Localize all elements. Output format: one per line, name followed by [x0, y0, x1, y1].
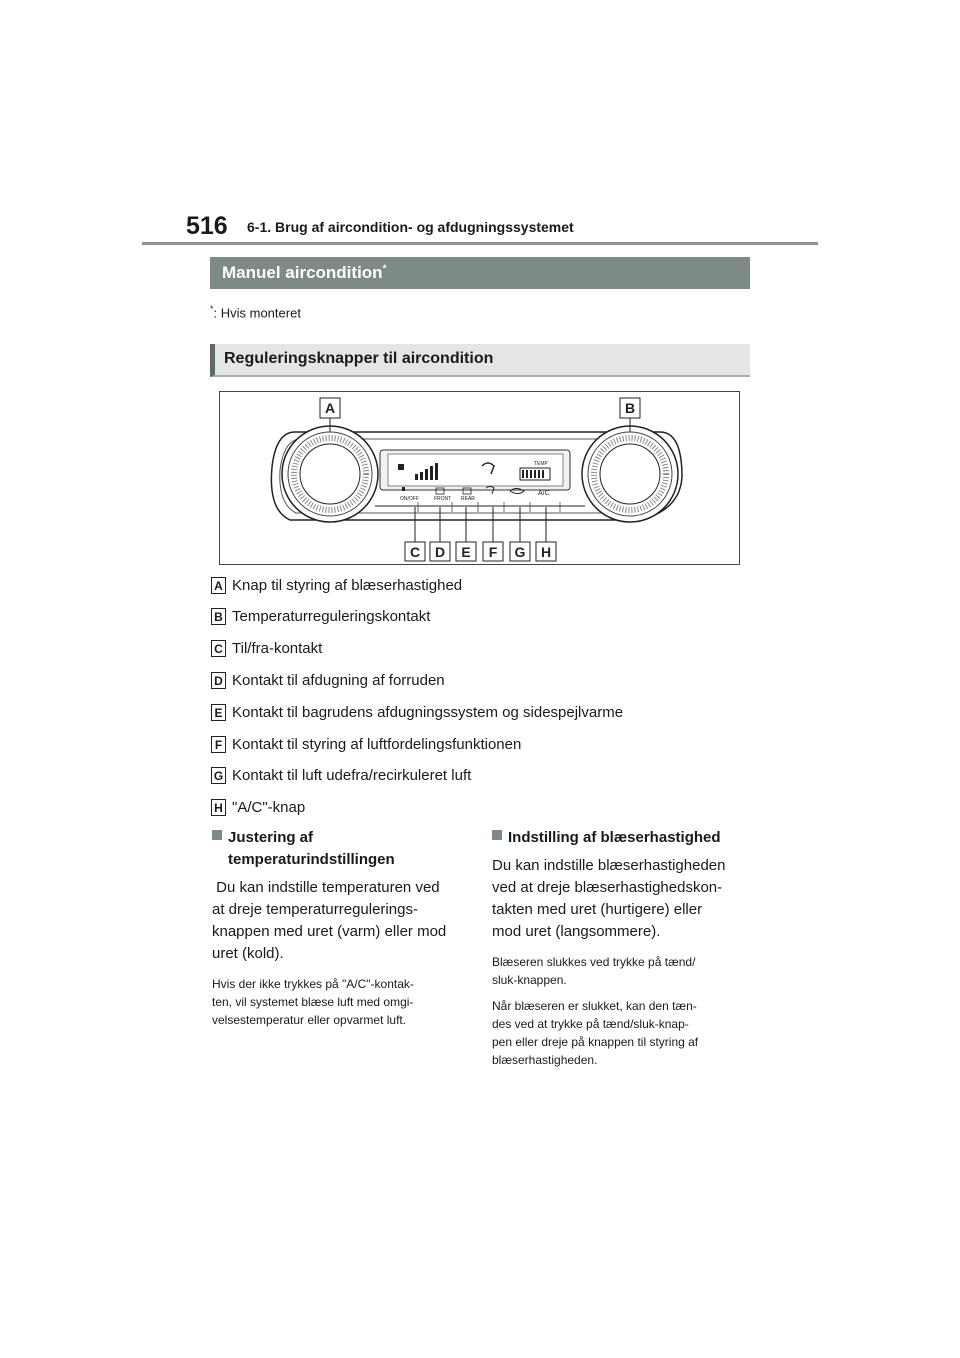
svg-text:F: F — [488, 544, 498, 560]
legend-item — [211, 577, 463, 595]
legend-item — [211, 767, 472, 785]
subsection-title: Reguleringsknapper til aircondition — [224, 350, 494, 367]
left-note-line: velsestemperatur eller opvarmet luft. — [212, 1013, 407, 1027]
footnote-marker: * — [210, 304, 214, 314]
legend-key: G — [211, 767, 226, 784]
left-heading — [212, 827, 474, 849]
legend-item — [211, 704, 624, 722]
left-heading-line2: temperaturindstillingen — [228, 851, 395, 868]
footnote — [210, 304, 301, 320]
footnote-text: : Hvis monteret — [213, 305, 301, 321]
section-title — [222, 263, 386, 283]
page-number: 516 — [186, 212, 228, 240]
svg-text:D: D — [434, 544, 446, 560]
callout-a — [320, 398, 340, 418]
left-heading-line1: Justering af — [228, 829, 314, 846]
left-para-line: uret (kold). — [212, 945, 284, 962]
legend-item — [211, 799, 306, 817]
right-para-line: ved at dreje blæserhastighedskon- — [492, 879, 723, 896]
svg-text:C: C — [409, 544, 421, 560]
bullet-square-icon — [492, 830, 502, 840]
right-para-line: takten med uret (hurtigere) eller — [492, 901, 703, 918]
fan-speed-knob — [282, 426, 378, 522]
svg-text:E: E — [461, 544, 471, 560]
left-para-line: knappen med uret (varm) eller mod — [212, 923, 447, 940]
callout-h — [536, 542, 556, 561]
right-note-line: des ved at trykke på tænd/sluk-knap- — [492, 1017, 689, 1031]
callout-b — [620, 398, 640, 418]
right-note-line: sluk-knappen. — [492, 973, 567, 987]
callout-e — [456, 542, 476, 561]
right-heading — [492, 827, 754, 849]
left-para-line: Du kan indstille temperaturen ved — [212, 879, 440, 896]
legend-text: Kontakt til styring af luftfordelingsfunktionen — [232, 736, 522, 753]
legend-item — [211, 640, 323, 658]
section-title-marker: * — [382, 263, 387, 275]
right-note-line: Blæseren slukkes ved trykke på tænd/ — [492, 955, 696, 969]
legend-key: B — [211, 608, 226, 625]
left-note-line: Hvis der ikke trykkes på "A/C"-kontak- — [212, 977, 414, 991]
legend-item — [211, 736, 522, 754]
legend-text: Knap til styring af blæserhastighed — [232, 577, 463, 594]
temp-label: TEMP — [534, 461, 548, 467]
legend-key: E — [211, 704, 226, 721]
legend-key: H — [211, 799, 226, 816]
section-title-text: Manuel aircondition — [222, 263, 383, 282]
legend-item — [211, 608, 431, 626]
right-note-line: pen eller dreje på knappen til styring af — [492, 1035, 699, 1049]
right-para-line: mod uret (langsommere). — [492, 923, 661, 940]
chapter-title: 6-1. Brug af aircondition- og afdugningssystemet — [247, 219, 574, 235]
legend-key: D — [211, 672, 226, 689]
bullet-square-icon — [212, 830, 222, 840]
ac-label: A/C — [538, 490, 550, 497]
legend-text: "A/C"-knap — [232, 799, 306, 816]
svg-text:G: G — [514, 544, 526, 560]
control-panel-illustration — [220, 392, 739, 564]
svg-text:H: H — [540, 544, 552, 560]
right-note-line: blæserhastigheden. — [492, 1053, 598, 1067]
callout-c — [405, 542, 425, 561]
legend-text: Til/fra-kontakt — [232, 640, 323, 657]
right-note-line: Når blæseren er slukket, kan den tæn- — [492, 999, 697, 1013]
left-note-line: ten, vil systemet blæse luft med omgi- — [212, 995, 414, 1009]
callout-g — [510, 542, 530, 561]
header-rule — [142, 242, 818, 245]
fan-icon — [398, 464, 404, 470]
legend-key: A — [211, 577, 226, 594]
callout-d — [430, 542, 450, 561]
legend-text: Temperaturreguleringskontakt — [232, 608, 431, 625]
temperature-knob — [582, 426, 678, 522]
svg-text:A: A — [324, 400, 336, 416]
svg-text:B: B — [624, 400, 636, 416]
callout-f — [483, 542, 503, 561]
rear-label: REAR — [461, 496, 475, 502]
left-column — [212, 827, 474, 1029]
right-heading-text: Indstilling af blæserhastighed — [508, 829, 721, 846]
legend-key: C — [211, 640, 226, 657]
left-para-line: at dreje temperaturregulerings- — [212, 901, 418, 918]
front-label: FRONT — [434, 496, 452, 502]
control-panel-figure — [219, 391, 740, 565]
legend-key: F — [211, 736, 226, 753]
legend-text: Kontakt til afdugning af forruden — [232, 672, 445, 689]
right-para-line: Du kan indstille blæserhastigheden — [492, 857, 726, 874]
legend-text: Kontakt til luft udefra/recirkuleret luft — [232, 767, 472, 784]
right-column — [492, 827, 754, 1069]
on-off-label: ON/OFF — [400, 496, 419, 502]
legend-text: Kontakt til bagrudens afdugningssystem og sidespejlvarme — [232, 704, 624, 721]
legend-item — [211, 672, 445, 690]
